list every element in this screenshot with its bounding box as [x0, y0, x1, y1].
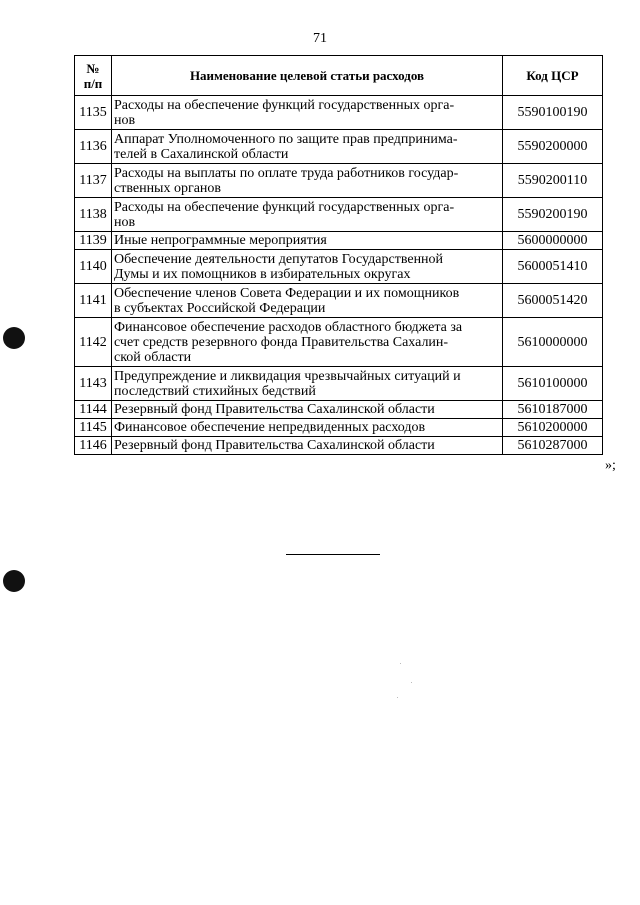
row-number: 1141	[75, 284, 112, 318]
row-name: Обеспечение деятельности депутатов Государственной Думы и их помощников в избирательных округах	[112, 250, 503, 284]
table-row	[75, 419, 603, 437]
row-name: Предупреждение и ликвидация чрезвычайных ситуаций и последствий стихийных бедствий	[112, 367, 503, 401]
page-number: 71	[313, 31, 327, 46]
row-number: 1135	[75, 96, 112, 130]
punch-hole	[3, 327, 25, 349]
row-number: 1140	[75, 250, 112, 284]
row-code: 5610100000	[503, 367, 603, 401]
row-name: Обеспечение членов Совета Федерации и их помощников в субъектах Российской Федерации	[112, 284, 503, 318]
table-row	[75, 164, 603, 198]
closing-quote: »;	[605, 458, 616, 473]
row-name: Резервный фонд Правительства Сахалинской области	[112, 401, 503, 419]
row-code: 5610200000	[503, 419, 603, 437]
row-name: Аппарат Уполномоченного по защите прав предпринима- телей в Сахалинской области	[112, 130, 503, 164]
separator-line	[286, 554, 380, 555]
row-code: 5610187000	[503, 401, 603, 419]
row-number: 1143	[75, 367, 112, 401]
table-row	[75, 437, 603, 455]
table-row	[75, 318, 603, 367]
header-code: Код ЦСР	[503, 56, 603, 96]
table-row	[75, 130, 603, 164]
row-code: 5610000000	[503, 318, 603, 367]
row-number: 1136	[75, 130, 112, 164]
row-code: 5590200190	[503, 198, 603, 232]
table-row	[75, 401, 603, 419]
row-name: Расходы на обеспечение функций государственных орга- нов	[112, 96, 503, 130]
row-number: 1139	[75, 232, 112, 250]
table-row	[75, 198, 603, 232]
row-code: 5590200000	[503, 130, 603, 164]
row-name: Финансовое обеспечение непредвиденных расходов	[112, 419, 503, 437]
table-row	[75, 367, 603, 401]
table-header-row	[75, 56, 603, 96]
row-name: Резервный фонд Правительства Сахалинской области	[112, 437, 503, 455]
row-number: 1138	[75, 198, 112, 232]
scan-speck	[397, 697, 398, 698]
table-row	[75, 284, 603, 318]
row-code: 5590100190	[503, 96, 603, 130]
row-number: 1142	[75, 318, 112, 367]
row-number: 1137	[75, 164, 112, 198]
row-code: 5610287000	[503, 437, 603, 455]
row-name: Расходы на выплаты по оплате труда работников государ- ственных органов	[112, 164, 503, 198]
table-body	[75, 96, 603, 455]
scan-speck	[411, 682, 412, 683]
row-number: 1146	[75, 437, 112, 455]
row-name: Расходы на обеспечение функций государственных орга- нов	[112, 198, 503, 232]
table-row	[75, 96, 603, 130]
table-row	[75, 232, 603, 250]
row-code: 5590200110	[503, 164, 603, 198]
row-name: Финансовое обеспечение расходов областного бюджета за счет средств резервного фонда Правительства Сахалин- ской области	[112, 318, 503, 367]
header-name: Наименование целевой статьи расходов	[112, 56, 503, 96]
header-num: № п/п	[75, 56, 112, 96]
budget-table	[74, 55, 603, 455]
row-name: Иные непрограммные мероприятия	[112, 232, 503, 250]
table-row	[75, 250, 603, 284]
row-code: 5600000000	[503, 232, 603, 250]
punch-hole	[3, 570, 25, 592]
row-code: 5600051410	[503, 250, 603, 284]
scan-speck	[400, 663, 401, 664]
row-code: 5600051420	[503, 284, 603, 318]
row-number: 1144	[75, 401, 112, 419]
row-number: 1145	[75, 419, 112, 437]
